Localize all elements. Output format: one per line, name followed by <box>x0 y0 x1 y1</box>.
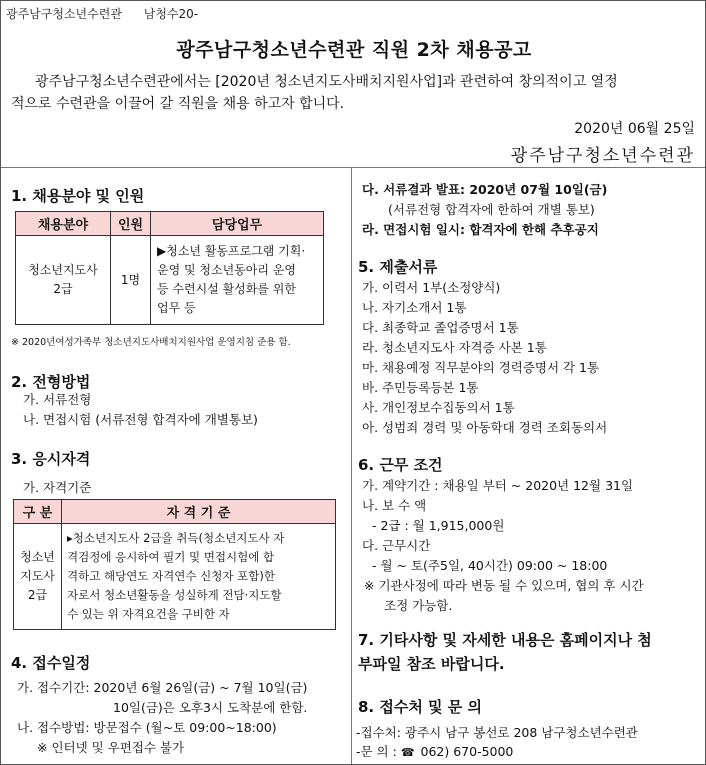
result-note: (서류전형 합격자에 한하여 개별 통보) <box>388 202 595 217</box>
document-item: 마. 채용예정 직무분야의 경력증명서 각 1통 <box>362 360 600 375</box>
section5-heading: 5. 제출서류 <box>358 258 438 276</box>
condition-line: 조정 가능함. <box>384 598 453 613</box>
column-divider <box>351 168 352 765</box>
phone-label: -문 의 : <box>356 744 397 759</box>
header-category: 구 분 <box>14 500 62 524</box>
criteria-line: 격검정에 응시하여 필기 및 면접시험에 합 <box>67 550 275 564</box>
intro-line: 적으로 수련관을 이끌어 갈 직원을 채용 하고자 합니다. <box>11 96 345 112</box>
category-line: 2급 <box>27 588 48 602</box>
qualification-table <box>13 499 336 630</box>
field-line: 2급 <box>53 282 73 296</box>
section7-line: 부파일 참조 바랍니다. <box>358 655 505 673</box>
phone-number: 062) 670-5000 <box>420 744 514 759</box>
criteria-line: ▸청소년지도사 2급을 취득(청소년지도사 자 <box>67 531 285 545</box>
condition-line: - 2급 : 월 1,915,000원 <box>372 518 505 533</box>
criteria-line: 자로서 청소년활동을 성실하게 전담·지도할 <box>67 588 282 602</box>
doc-number: 남청수20- <box>143 7 199 21</box>
result-announcement: 다. 서류결과 발표: 2020년 07월 10일(금) <box>362 182 608 197</box>
qualification-sub: 가. 자격기준 <box>23 480 92 495</box>
schedule-line: ※ 인터넷 및 우편접수 불가 <box>37 740 185 755</box>
contact-address: -접수처: 광주시 남구 봉선로 208 남구청소년수련관 <box>356 725 638 740</box>
category-line: 청소년 <box>20 550 55 564</box>
condition-line: 가. 계약기간 : 채용일 부터 ~ 2020년 12월 31일 <box>362 478 634 493</box>
intro-line: 광주남구청소년수련관에서는 [2020년 청소년지도사배치지원사업]과 관련하여 창의적이고 열정 <box>35 74 618 90</box>
category-cell <box>14 524 62 630</box>
schedule-line: 10일(금)은 오후3시 도착분에 한함. <box>113 700 308 715</box>
condition-line: ※ 기관사정에 따라 변동 될 수 있으며, 협의 후 시간 <box>364 578 644 593</box>
header-count: 인원 <box>111 212 151 236</box>
section7-line: 7. 기타사항 및 자세한 내용은 홈페이지나 첨 <box>358 631 652 649</box>
notice-date: 2020년 06월 25일 <box>574 121 695 137</box>
document-item: 라. 청소년지도사 자격증 사본 1통 <box>362 340 547 355</box>
document-item: 가. 이력서 1부(소정양식) <box>362 280 501 295</box>
section4-heading: 4. 접수일정 <box>11 654 91 672</box>
guideline-note: ※ 2020년여성가족부 청소년지도사배치지원사업 운영지침 준용 함. <box>11 337 291 348</box>
count-cell: 1명 <box>111 236 151 325</box>
duty-line: 등 수련시설 활성화를 위한 <box>157 282 296 296</box>
header-field: 채용분야 <box>16 212 111 236</box>
document-item: 사. 개인정보수집동의서 1통 <box>362 400 515 415</box>
interview-date: 라. 면접시험 일시: 합격자에 한해 추후공지 <box>362 222 599 237</box>
recruitment-table <box>15 211 324 325</box>
duty-line: 업무 등 <box>157 301 196 315</box>
section8-heading: 8. 접수처 및 문 의 <box>358 698 482 716</box>
section3-heading: 3. 응시자격 <box>11 450 91 468</box>
phone-icon: ☎ <box>400 746 415 759</box>
issuer-name: 광주남구청소년수련관 <box>510 146 695 166</box>
field-line: 청소년지도사 <box>28 263 98 277</box>
duty-line: ▶청소년 활동프로그램 기획· <box>157 244 306 258</box>
criteria-line: 격하고 해당연도 자격연수 신청자 포함)한 <box>67 569 275 583</box>
criteria-line: 수 있는 위 자격요건을 구비한 자 <box>67 607 230 621</box>
section1-heading: 1. 채용분야 및 인원 <box>11 187 145 205</box>
header-criteria: 자 격 기 준 <box>62 500 336 524</box>
contact-phone-row <box>356 742 513 760</box>
schedule-line: 나. 접수방법: 방문접수 (월~토 09:00~18:00) <box>17 720 277 735</box>
list-item: 나. 면접시험 (서류전형 합격자에 개별통보) <box>23 412 258 427</box>
criteria-cell <box>62 524 336 630</box>
condition-line: - 월 ~ 토(주5일, 40시간) 09:00 ~ 18:00 <box>372 558 608 573</box>
field-cell <box>16 236 111 325</box>
document-item: 나. 자기소개서 1통 <box>362 300 467 315</box>
section6-heading: 6. 근무 조건 <box>358 456 443 474</box>
section2-heading: 2. 전형방법 <box>11 373 91 391</box>
document-item: 아. 성범죄 경력 및 아동학대 경력 조회동의서 <box>362 420 608 435</box>
category-line: 지도사 <box>20 569 55 583</box>
schedule-line: 가. 접수기간: 2020년 6월 26일(금) ~ 7월 10일(금) <box>17 680 308 695</box>
org-label: 광주남구청소년수련관 <box>6 7 122 21</box>
duty-cell <box>151 236 324 325</box>
list-item: 가. 서류전형 <box>23 392 92 407</box>
document-item: 다. 최종학교 졸업증명서 1통 <box>362 320 519 335</box>
page-title: 광주남구청소년수련관 직원 2차 채용공고 <box>176 39 532 61</box>
divider <box>1 167 706 168</box>
condition-line: 다. 근무시간 <box>362 538 431 553</box>
duty-line: 운영 및 청소년동아리 운영 <box>157 263 296 277</box>
header-duty: 담당업무 <box>151 212 324 236</box>
doc-code <box>6 5 216 22</box>
intro-paragraph <box>11 71 701 115</box>
condition-line: 나. 보 수 액 <box>362 498 427 513</box>
document-item: 바. 주민등록등본 1통 <box>362 380 479 395</box>
